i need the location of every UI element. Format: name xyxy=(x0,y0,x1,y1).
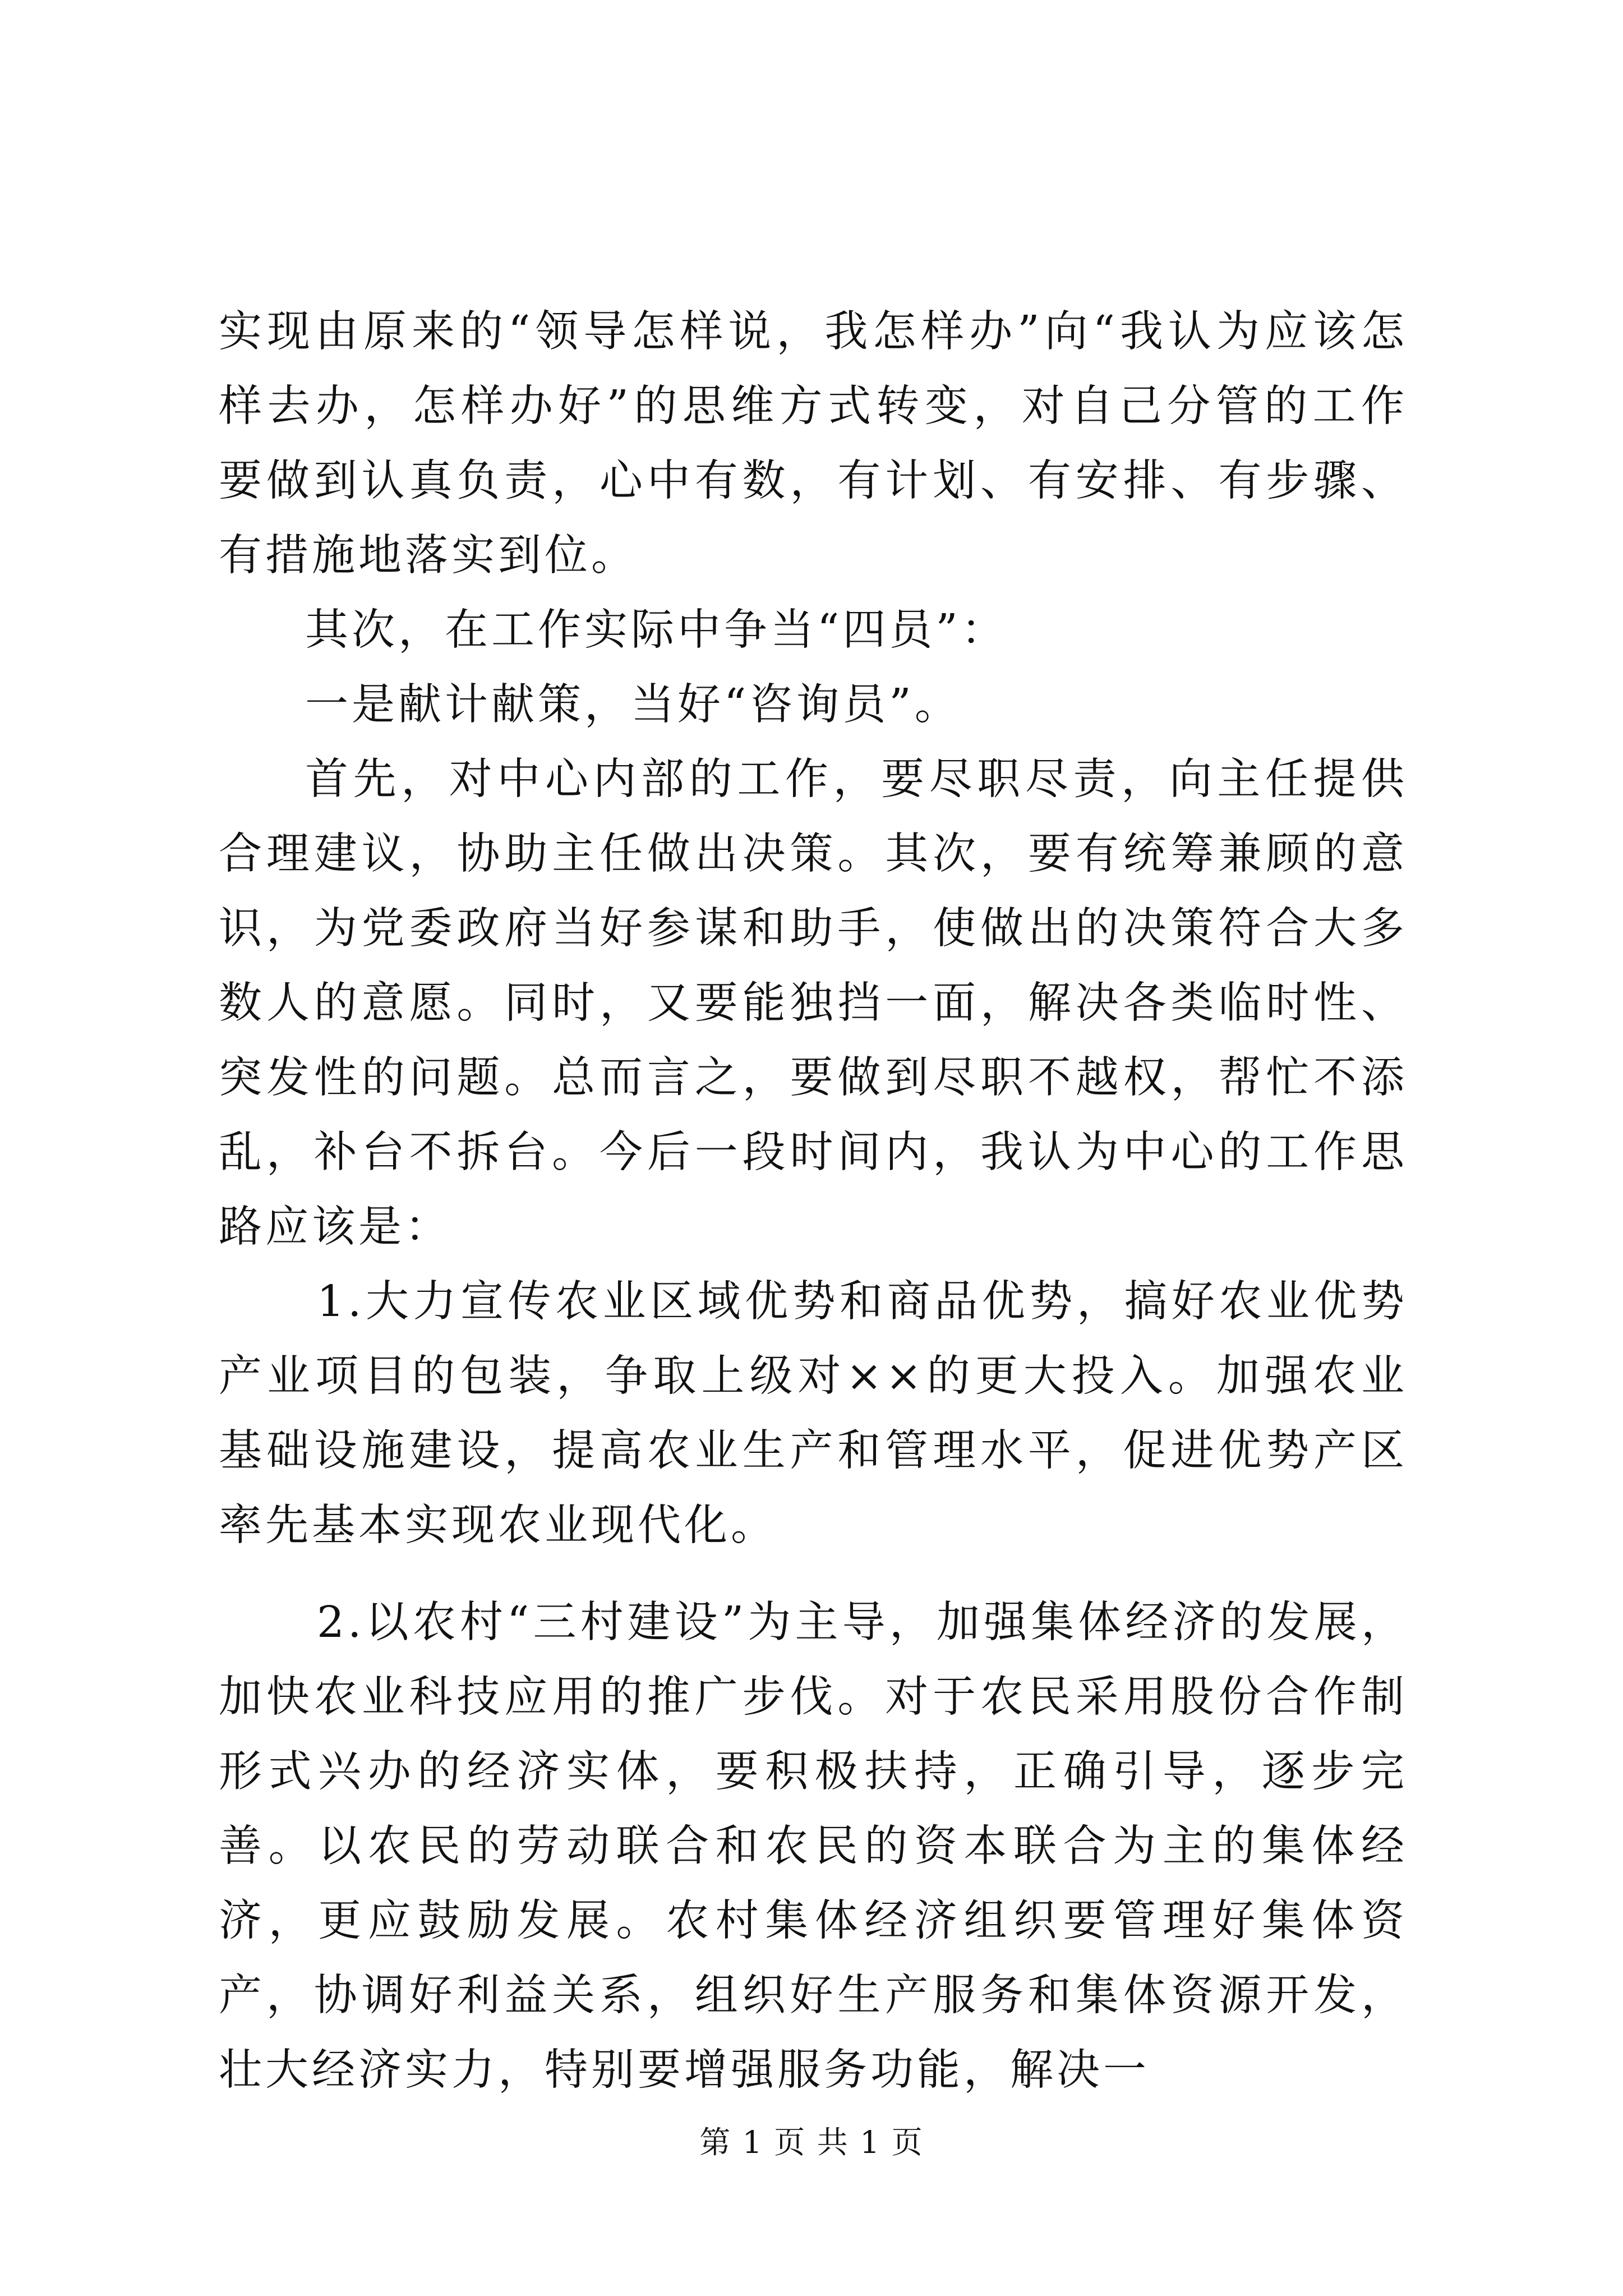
page-footer: 第 1 页 共 1 页 xyxy=(699,2124,924,2160)
paragraph-continuation: 实现由原来的“领导怎样说，我怎样办”向“我认为应该怎样去办，怎样办好”的思维方式转变，对自己分管的工作要做到认真负责，心中有数，有计划、有安排、有步骤、有措施地落实到位。 xyxy=(219,307,1408,581)
paragraph-consultant: 一是献计献策，当好“咨询员”。 xyxy=(305,680,961,730)
paragraph-item-2: 2.以农村“三村建设”为主导，加强集体经济的发展，加快农业科技应用的推广步伐。对于农民采用股份合作制形式兴办的经济实体，要积极扶持，正确引导，逐步完善。以农民的劳动联合和农民的资本联合为主的集体经济，更应鼓励发展。农村集体经济组织要管理好集体资产，协调好利益关系，组织好生产服务和集体资源开发，壮大经济实力，特别要增强服务功能，解决一 xyxy=(219,1598,1408,2095)
document-body xyxy=(219,295,1408,2108)
paragraph-four-roles: 其次，在工作实际中争当“四员”： xyxy=(305,605,1008,655)
paragraph-first: 首先，对中心内部的工作，要尽职尽责，向主任提供合理建议，协助主任做出决策。其次，要有统筹兼顾的意识，为党委政府当好参谋和助手，使做出的决策符合大多数人的意愿。同时，又要能独挡一面，解决各类临时性、突发性的问题。总而言之，要做到尽职不越权，帮忙不添乱，补台不拆台。今后一段时间内，我认为中心的工作思路应该是： xyxy=(219,754,1408,1252)
paragraph-item-1: 1.大力宣传农业区域优势和商品优势，搞好农业优势产业项目的包装，争取上级对××的更大投入。加强农业基础设施建设，提高农业生产和管理水平，促进优势产区率先基本实现农业现代化。 xyxy=(219,1277,1408,1550)
